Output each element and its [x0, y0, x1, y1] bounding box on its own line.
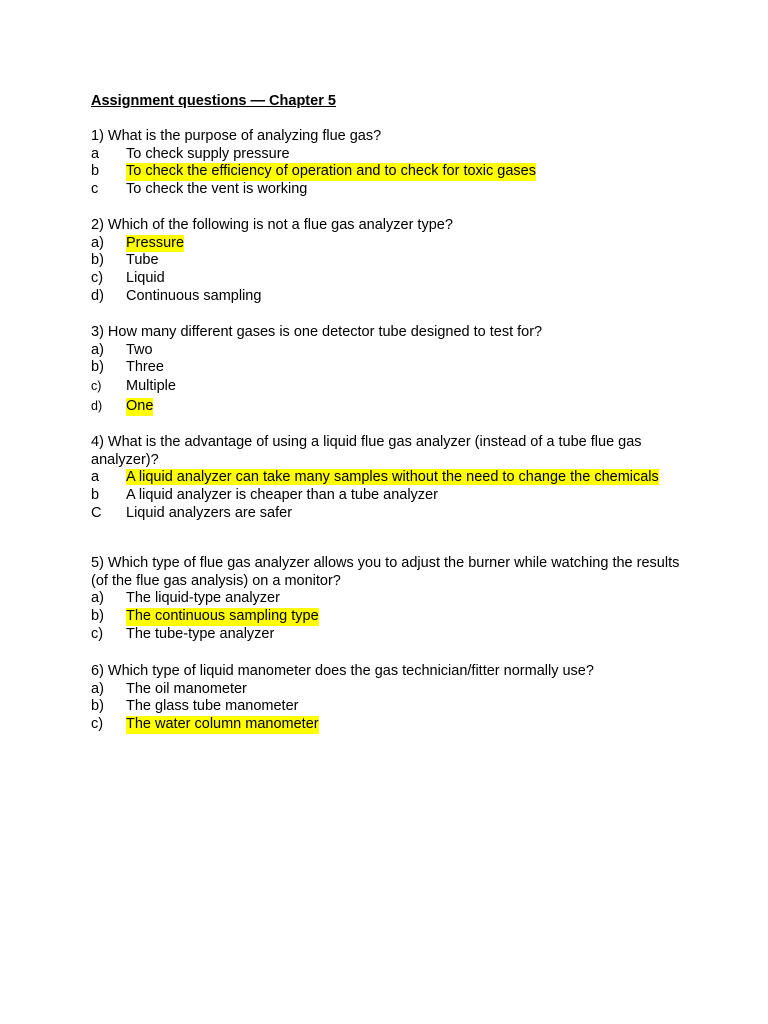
option-text: One [126, 397, 154, 414]
option-letter: a) [91, 341, 104, 358]
question-2 [91, 217, 691, 306]
question-text: 1) What is the purpose of analyzing flue gas? [91, 128, 382, 144]
answer-option [91, 681, 691, 699]
option-text: Liquid analyzers are safer [126, 504, 293, 521]
answer-option [91, 270, 691, 288]
option-text: Pressure [126, 234, 185, 251]
answer-option [91, 146, 691, 164]
option-text: The oil manometer [126, 680, 247, 697]
option-text: The continuous sampling type [126, 608, 319, 625]
option-letter: a) [91, 590, 104, 607]
option-letter: b [91, 163, 100, 180]
option-letter: C [91, 504, 102, 521]
option-letter: a) [91, 680, 104, 697]
option-text: Three [126, 359, 164, 376]
option-letter: c) [91, 625, 104, 642]
question-6 [91, 663, 691, 734]
option-letter: d) [91, 398, 103, 413]
option-text: The liquid-type analyzer [126, 590, 280, 607]
option-text: The glass tube manometer [126, 698, 299, 715]
option-letter: a [91, 145, 100, 162]
answer-option-highlighted [91, 163, 691, 181]
option-letter: b) [91, 359, 104, 376]
option-text: To check the efficiency of operation and to check for toxic gases [126, 163, 536, 180]
question-3 [91, 324, 691, 416]
option-letter: b) [91, 252, 104, 269]
option-text: The water column manometer [126, 716, 319, 733]
option-letter: b) [91, 608, 104, 625]
answer-option-highlighted [91, 608, 691, 626]
option-text: A liquid analyzer can take many samples without the need to change the chemicals [126, 469, 659, 486]
answer-option-highlighted [91, 235, 691, 253]
question-4 [91, 434, 691, 523]
option-letter: b [91, 487, 100, 504]
answer-option [91, 288, 691, 306]
option-letter: d) [91, 287, 104, 304]
question-text: 4) What is the advantage of using a liquid flue gas analyzer (instead of a tube flue gas analyzer)? [91, 434, 642, 468]
answer-option [91, 181, 691, 199]
question-text: 3) How many different gases is one detector tube designed to test for? [91, 324, 543, 340]
question-5 [91, 555, 691, 644]
answer-option-highlighted [91, 716, 691, 734]
option-text: To check supply pressure [126, 145, 290, 162]
question-text: 6) Which type of liquid manometer does the gas technician/fitter normally use? [91, 663, 594, 679]
answer-option [91, 698, 691, 716]
option-letter: b) [91, 698, 104, 715]
option-letter: c [91, 181, 99, 198]
option-text: To check the vent is working [126, 181, 308, 198]
question-text: 5) Which type of flue gas analyzer allows you to adjust the burner while watching the results (of the flue gas analysis) on a monitor? [91, 555, 680, 589]
answer-option [91, 342, 691, 360]
option-text: Liquid [126, 270, 165, 287]
option-text: Tube [126, 252, 159, 269]
answer-option [91, 252, 691, 270]
page-title: Assignment questions — Chapter 5 [91, 93, 336, 109]
question-text: 2) Which of the following is not a flue gas analyzer type? [91, 217, 453, 233]
option-text: The tube-type analyzer [126, 625, 275, 642]
option-letter: c) [91, 379, 102, 394]
answer-option [91, 359, 691, 377]
answer-option [91, 505, 691, 523]
option-text: Two [126, 341, 153, 358]
answer-option [91, 590, 691, 608]
answer-option [91, 378, 691, 396]
option-text: Multiple [126, 378, 176, 395]
question-1 [91, 128, 691, 199]
option-letter: a) [91, 234, 104, 251]
option-text: A liquid analyzer is cheaper than a tube analyzer [126, 487, 438, 504]
option-text: Continuous sampling [126, 287, 262, 304]
answer-option-highlighted [91, 398, 691, 416]
option-letter: a [91, 469, 100, 486]
option-letter: c) [91, 716, 104, 733]
answer-option [91, 626, 691, 644]
answer-option [91, 487, 691, 505]
answer-option-highlighted [91, 469, 691, 487]
option-letter: c) [91, 270, 104, 287]
